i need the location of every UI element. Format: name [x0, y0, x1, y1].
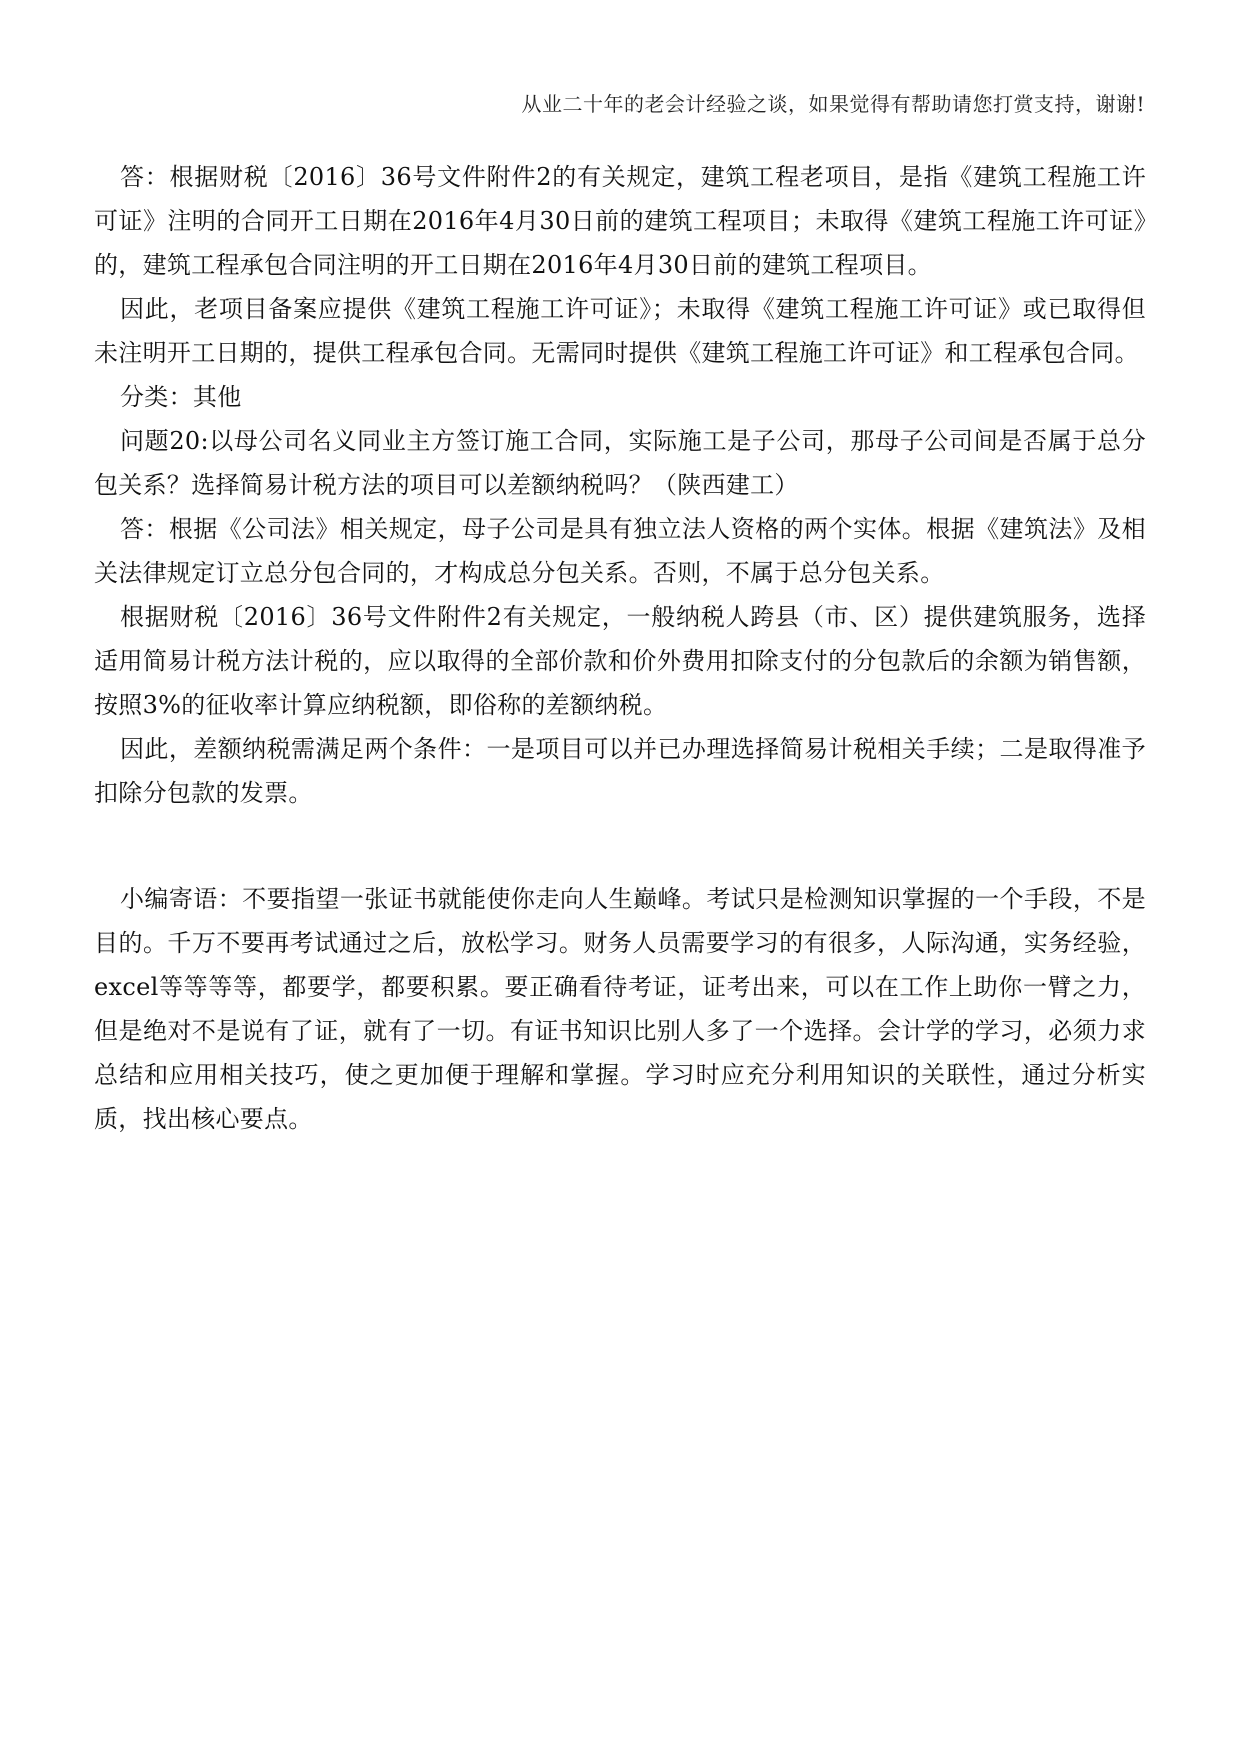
paragraph-conclusion-filing: 因此，老项目备案应提供《建筑工程施工许可证》；未取得《建筑工程施工许可证》或已取得但未注明开工日期的，提供工程承包合同。无需同时提供《建筑工程施工许可证》和工程承包合同。	[94, 295, 1146, 367]
document-body	[94, 155, 1146, 1141]
paragraph-answer-old-project: 答：根据财税〔2016〕36号文件附件2的有关规定，建筑工程老项目，是指《建筑工程施工许可证》注明的合同开工日期在2016年4月30日前的建筑工程项目；未取得《建筑工程施工许可证》的，建筑工程承包合同注明的开工日期在2016年4月30日前的建筑工程项目。	[94, 163, 1146, 279]
paragraph-question-20: 问题20:以母公司名义同业主方签订施工合同，实际施工是子公司，那母子公司间是否属于总分包关系？选择简易计税方法的项目可以差额纳税吗？（陕西建工）	[94, 427, 1146, 499]
paragraph-difference-taxation: 根据财税〔2016〕36号文件附件2有关规定，一般纳税人跨县（市、区）提供建筑服务，选择适用简易计税方法计税的，应以取得的全部价款和价外费用扣除支付的分包款后的余额为销售额，按照3%的征收率计算应纳税额，即俗称的差额纳税。	[94, 603, 1146, 719]
paragraph-two-conditions: 因此，差额纳税需满足两个条件：一是项目可以并已办理选择简易计税相关手续；二是取得准予扣除分包款的发票。	[94, 735, 1146, 807]
closing-remarks: 小编寄语：不要指望一张证书就能使你走向人生巅峰。考试只是检测知识掌握的一个手段，不是目的。千万不要再考试通过之后，放松学习。财务人员需要学习的有很多，人际沟通，实务经验，excel等等等等，都要学，都要积累。要正确看待考证，证考出来，可以在工作上助你一臂之力，但是绝对不是说有了证，就有了一切。有证书知识比别人多了一个选择。会计学的学习，必须力求总结和应用相关技巧，使之更加便于理解和掌握。学习时应充分利用知识的关联性，通过分析实质，找出核心要点。	[94, 885, 1146, 1133]
header-note: 从业二十年的老会计经验之谈，如果觉得有帮助请您打赏支持，谢谢!	[521, 92, 1145, 116]
paragraph-category: 分类：其他	[120, 383, 242, 411]
paragraph-answer-company-law: 答：根据《公司法》相关规定，母子公司是具有独立法人资格的两个实体。根据《建筑法》及相关法律规定订立总分包合同的，才构成总分包关系。否则，不属于总分包关系。	[94, 515, 1146, 587]
section-spacer	[94, 815, 1146, 877]
